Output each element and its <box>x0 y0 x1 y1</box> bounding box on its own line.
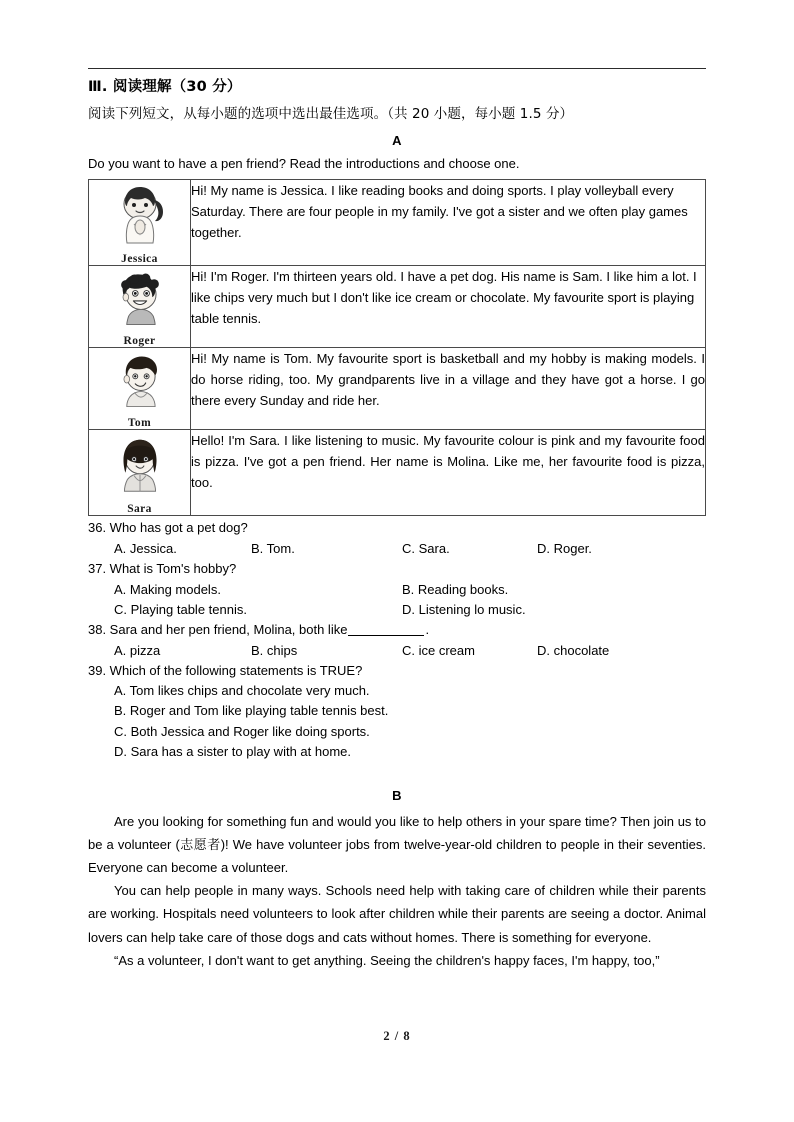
option-a[interactable]: A. pizza <box>114 642 161 658</box>
profile-name: Roger <box>123 334 156 347</box>
option-b[interactable]: B. Reading books. <box>402 581 509 597</box>
option-c[interactable]: C. Both Jessica and Roger like doing sports. <box>114 723 370 739</box>
option-a[interactable]: A. Making models. <box>114 581 221 597</box>
part-a-lead: Do you want to have a pen friend? Read the introductions and choose one. <box>88 155 520 171</box>
option-c[interactable]: C. Playing table tennis. <box>114 601 247 617</box>
boy-straight-hair-avatar-icon <box>106 348 174 416</box>
question-38-stem-after: . <box>425 621 430 637</box>
table-row <box>89 429 706 515</box>
section-instruction: 阅读下列短文，从每小题的选项中选出最佳选项。（共 20 小题，每小题 1.5 分） <box>88 105 574 122</box>
option-d[interactable]: D. Roger. <box>537 540 592 556</box>
pen-friend-profiles-table <box>88 179 706 516</box>
table-row <box>89 179 706 265</box>
avatar-cell-tom <box>89 347 191 429</box>
option-b[interactable]: B. Roger and Tom like playing table tennis best. <box>114 703 389 719</box>
question-38-options <box>88 641 706 659</box>
option-c[interactable]: C. Sara. <box>402 540 450 556</box>
question-37-options-row2 <box>88 600 706 618</box>
question-36-options <box>88 539 706 557</box>
question-38-stem <box>88 621 706 640</box>
avatar-cell-jessica <box>89 179 191 265</box>
profile-name: Tom <box>127 416 152 429</box>
answer-blank[interactable] <box>348 635 424 636</box>
table-row <box>89 347 706 429</box>
option-b[interactable]: B. Tom. <box>251 540 295 556</box>
page-content <box>88 68 706 972</box>
option-d[interactable]: D. Sara has a sister to play with at home. <box>114 743 351 759</box>
table-row <box>89 265 706 347</box>
profile-name: Jessica <box>121 252 158 265</box>
question-39-stem: 39. Which of the following statements is TRUE? <box>88 662 363 678</box>
profile-text-cell: Hi! I'm Roger. I'm thirteen years old. I have a pet dog. His name is Sam. I like him a lot. I like chips very much but I don't like ice cream or chocolate. My favourite sport is playing table tennis. <box>191 265 706 347</box>
section-spacer <box>88 762 706 788</box>
option-a[interactable]: A. Jessica. <box>114 540 177 556</box>
option-d[interactable]: D. chocolate <box>537 642 610 658</box>
profile-text-cell: Hello! I'm Sara. I like listening to music. My favourite colour is pink and my favourite food is pizza. I've got a pen friend. Her name is Molina. Like me, her favourite food is pizza, too. <box>191 429 706 515</box>
question-37-options-row1 <box>88 580 706 598</box>
header-rule <box>88 68 706 69</box>
page-number-footer: 2 / 8 <box>383 1029 411 1043</box>
avatar-cell-roger <box>89 265 191 347</box>
option-b[interactable]: B. chips <box>251 642 298 658</box>
part-b-paragraph-1: Are you looking for something fun and would you like to help others in your spare time? Then join us to be a volunteer (志愿者)! We have volunteer jobs from twelve-year-old children to people in their seventies. Everyone can become a volunteer. <box>88 813 706 876</box>
question-38-stem-before: 38. Sara and her pen friend, Molina, both like <box>88 621 348 637</box>
question-37-stem: 37. What is Tom's hobby? <box>88 560 237 576</box>
girl-bob-hair-avatar-icon <box>105 430 175 502</box>
part-a-letter: A <box>392 132 402 148</box>
profile-text-cell: Hi! My name is Tom. My favourite sport is basketball and my hobby is making models. I do horse riding, too. My grandparents live in a village and they have got a horse. I go there every Sunday and ride her. <box>191 347 706 429</box>
girl-ponytail-avatar-icon <box>104 180 176 252</box>
avatar-cell-sara <box>89 429 191 515</box>
boy-curly-hair-avatar-icon <box>106 266 174 334</box>
question-36-stem: 36. Who has got a pet dog? <box>88 519 248 535</box>
profile-text-cell: Hi! My name is Jessica. I like reading books and doing sports. I play volleyball every Saturday. There are four people in my family. I've got a sister and we often play games together. <box>191 179 706 265</box>
part-b-letter: B <box>392 787 402 803</box>
profile-name: Sara <box>127 502 152 515</box>
part-b-paragraph-3: “As a volunteer, I don't want to get anything. Seeing the children's happy faces, I'm happy, too,” <box>114 952 660 968</box>
option-d[interactable]: D. Listening lo music. <box>402 601 526 617</box>
section-heading: Ⅲ. 阅读理解（30 分） <box>88 79 242 95</box>
option-c[interactable]: C. ice cream <box>402 642 475 658</box>
part-b-paragraph-2: You can help people in many ways. Schools need help with taking care of children while their parents are working. Hospitals need volunteers to look after children while their parents are seeing a doctor. Animal lovers can help take care of those dogs and cats without homes. There is something for everyone. <box>88 883 706 945</box>
option-a[interactable]: A. Tom likes chips and chocolate very much. <box>114 683 370 699</box>
